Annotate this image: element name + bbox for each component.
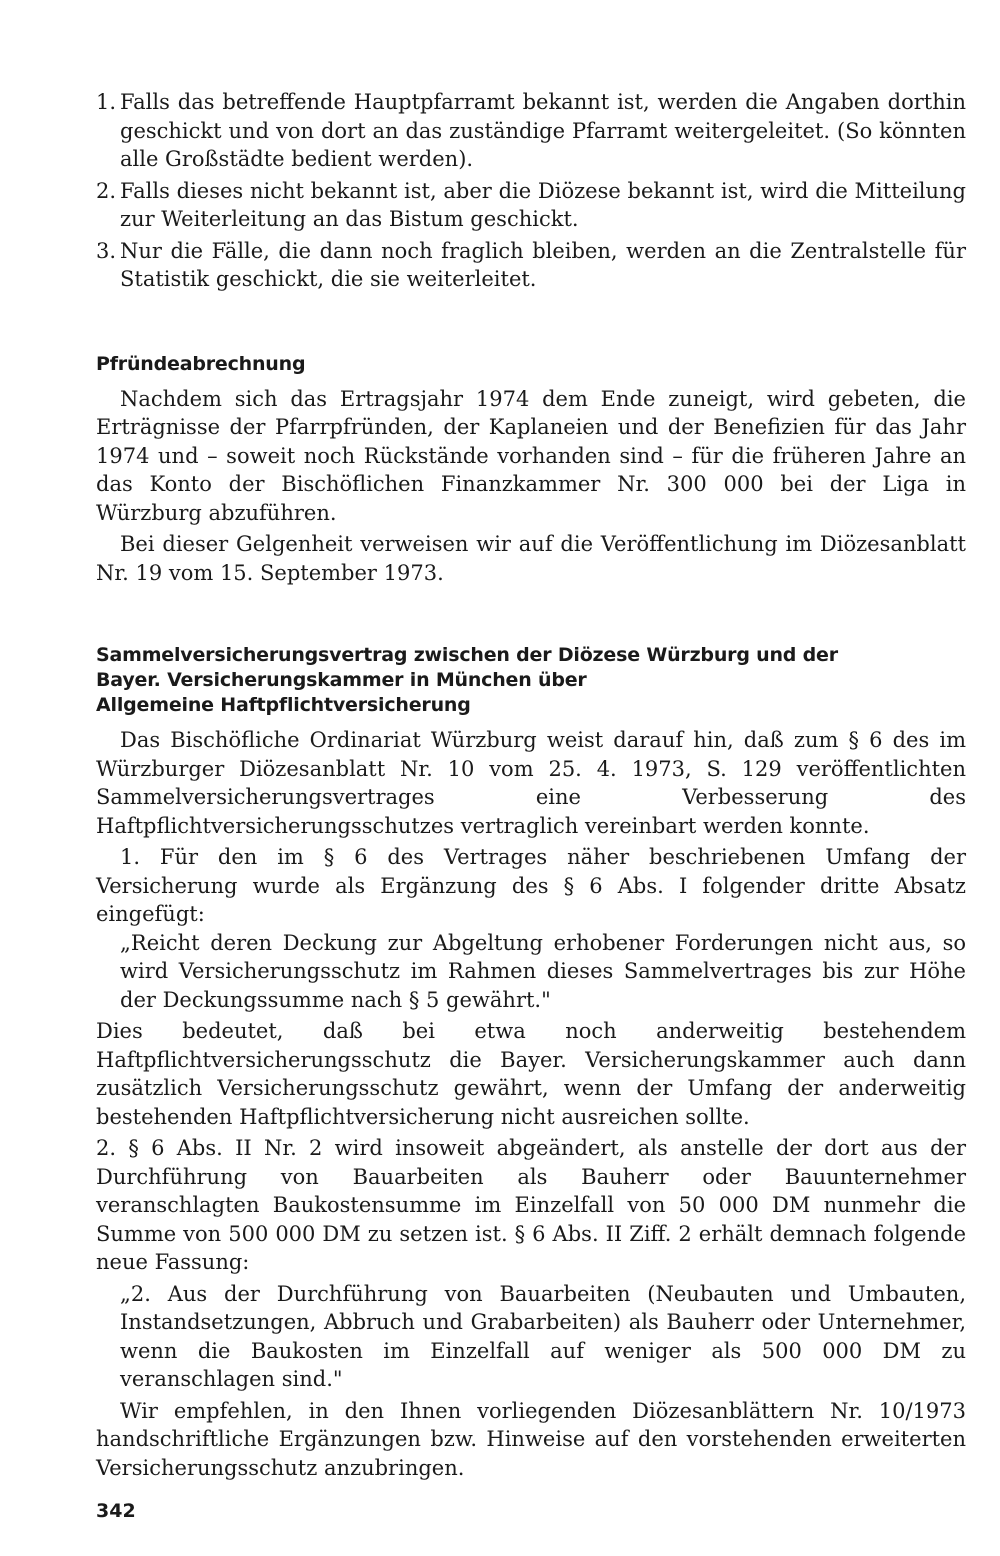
list-number: 3. xyxy=(96,238,117,263)
section-heading xyxy=(96,643,966,718)
paragraph: Dies bedeutet, daß bei etwa noch anderweitig bestehendem Haftpflichtversicherungsschutz die Bayer. Versicherungskammer auch dann zusätzlich Versicherungsschutz gewährt, wenn der Umfang der anderweitig bestehenden Haftpflichtversicherung nicht ausreichen sollte. xyxy=(96,1019,966,1129)
section-heading: Pfründeabrechnung xyxy=(96,352,306,375)
heading-line: Sammelversicherungsvertrag zwischen der Diözese Würzburg und der xyxy=(96,644,838,666)
list-text: Falls dieses nicht bekannt ist, aber die Diözese bekannt ist, wird die Mitteilung zur Weiterleitung an das Bistum geschickt. xyxy=(120,178,966,231)
paragraph: 1. Für den im § 6 des Vertrages näher beschriebenen Umfang der Versicherung wurde als Ergänzung des § 6 Abs. I folgender dritte Absatz eingefügt: xyxy=(96,845,966,926)
list-number: 2. xyxy=(96,178,117,203)
list-item xyxy=(96,177,966,234)
quote: „2. Aus der Durchführung von Bauarbeiten (Neubauten und Umbauten, Instandsetzungen, Abbruch und Grabarbeiten) als Bauherr oder Unternehmer, wenn die Baukosten im Einzelfall auf weniger als 500 000 DM zu veranschlagen sind." xyxy=(120,1281,966,1391)
paragraph: Das Bischöfliche Ordinariat Würzburg weist darauf hin, daß zum § 6 des im Würzburger Diözesanblatt Nr. 10 vom 25. 4. 1973, S. 129 veröffentlichten Sammelversicherungsvertrages eine Verbesserung des Haftpflichtversicherungsschutzes vertraglich vereinbart werden konnte. xyxy=(96,728,966,838)
page-number: 342 xyxy=(96,1500,136,1522)
paragraph: Bei dieser Gelgenheit verweisen wir auf die Veröffentlichung im Diözesanblatt Nr. 19 vom 15. September 1973. xyxy=(96,532,966,585)
paragraph: 2. § 6 Abs. II Nr. 2 wird insoweit abgeändert, als anstelle der dort aus der Durchführung von Bauarbeiten als Bauherr oder Bauunternehmer veranschlagten Baukostensumme im Einzelfall von 50 000 DM nunmehr die Summe von 500 000 DM zu setzen ist. § 6 Abs. II Ziff. 2 erhält demnach folgende neue Fassung: xyxy=(96,1136,966,1274)
document-page xyxy=(96,88,966,1482)
list-item xyxy=(96,88,966,174)
paragraph: Nachdem sich das Ertragsjahr 1974 dem Ende zuneigt, wird gebeten, die Erträgnisse der Pfarrpfründen, der Kaplaneien und der Benefizien für das Jahr 1974 und – soweit noch Rückstände vorhanden sind – für die früheren Jahre an das Konto der Bischöflichen Finanzkammer Nr. 300 000 bei der Liga in Würzburg abzuführen. xyxy=(96,386,966,525)
list-text: Falls das betreffende Hauptpfarramt bekannt ist, werden die Angaben dorthin geschickt und von dort an das zuständige Pfarramt weitergeleitet. (So könnten alle Großstädte bedient werden). xyxy=(120,90,966,171)
quote: „Reicht deren Deckung zur Abgeltung erhobener Forderungen nicht aus, so wird Versicherungsschutz im Rahmen dieses Sammelvertrages bis zur Höhe der Deckungssumme nach § 5 gewährt." xyxy=(120,930,966,1012)
list-text: Nur die Fälle, die dann noch fraglich bleiben, werden an die Zentralstelle für Statistik geschickt, die sie weiterleitet. xyxy=(120,238,966,291)
paragraph: Wir empfehlen, in den Ihnen vorliegenden Diözesanblättern Nr. 10/1973 handschriftliche Ergänzungen bzw. Hinweise auf den vorstehenden erweiterten Versicherungsschutz anzubringen. xyxy=(96,1398,966,1480)
heading-line: Allgemeine Haftpflichtversicherung xyxy=(96,694,471,716)
heading-line: Bayer. Versicherungskammer in München über xyxy=(96,669,587,691)
list-item xyxy=(96,237,966,294)
list-number: 1. xyxy=(96,90,117,114)
